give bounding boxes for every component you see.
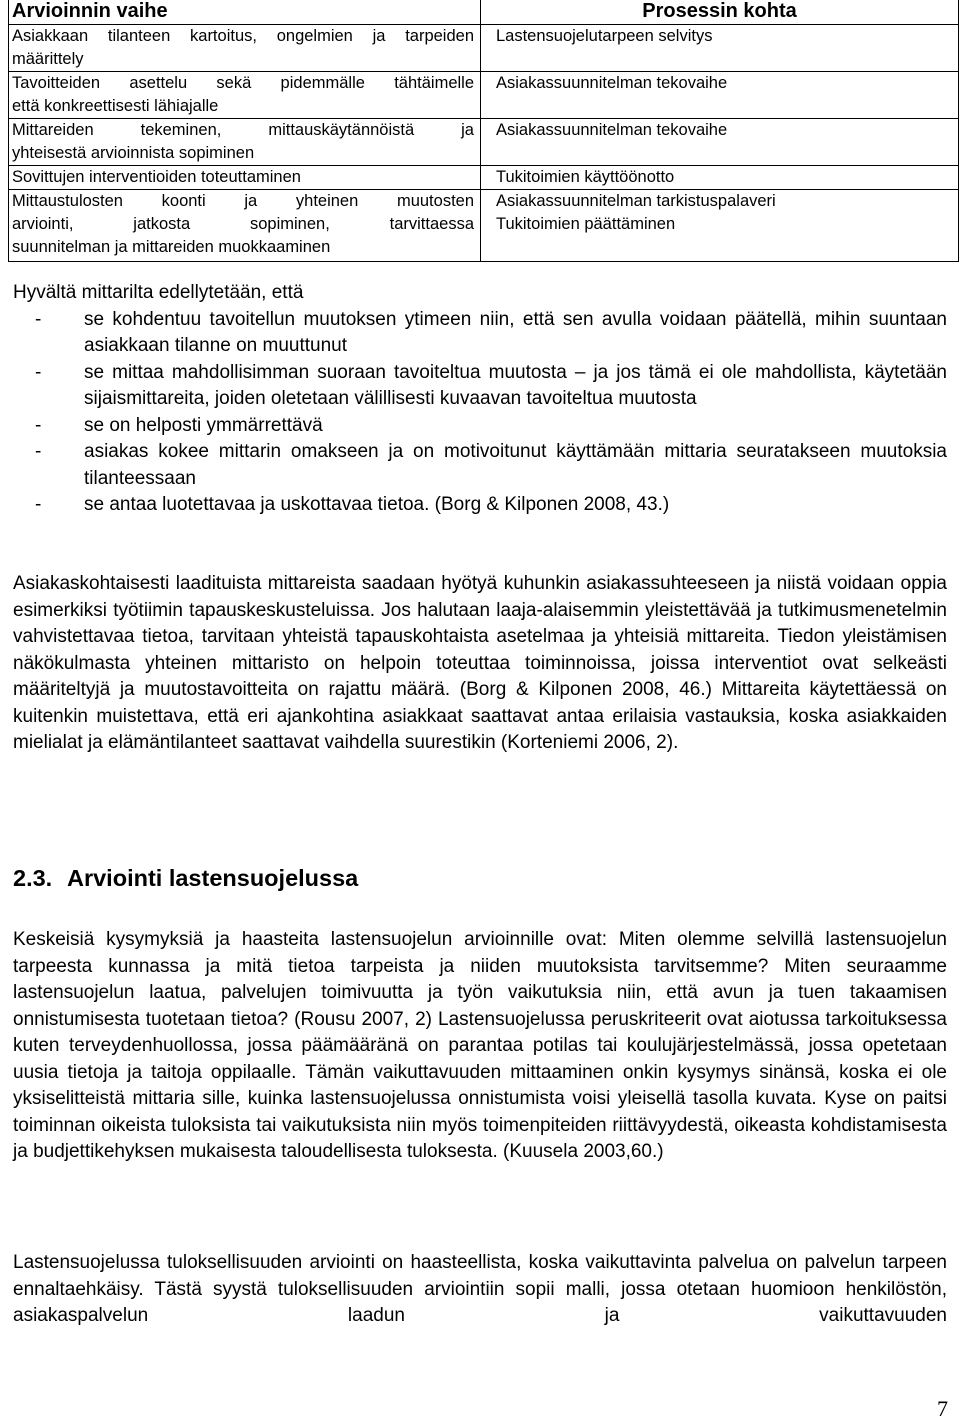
table-row (9, 166, 959, 190)
table-header-row (9, 0, 959, 25)
dash-bullet: - (35, 361, 42, 383)
list-item-text: se mittaa mahdollisimman suoraan tavoiteltua muutosta – ja jos tämä ei ole mahdollista, käytetään sijaismittareita, joiden oletetaan välillisesti kuvaavan tavoiteltua muutosta (84, 361, 947, 409)
process-cell (481, 25, 959, 72)
phase-line: Tavoitteiden asettelu sekä pidemmälle tähtäimelle (12, 74, 474, 92)
body-paragraph: Asiakaskohtaisesti laadituista mittareista saadaan hyötyä kuhunkin asiakassuhteeseen ja niistä voidaan oppia esimerkiksi työtiimin tapauskeskusteluissa. Jos halutaan laaja-alaisemmin yleistettävää ja tutkimusmenetelmin vahvistettavaa tietoa, tarvitaan yhteistä tapauskohtaista asetelmaa ja yhteisiä mittareita. Tiedon yleistämisen näkökulmasta yhteinen mittaristo on helpoin toteuttaa toiminnoissa, joissa interventiot ovat selkeästi määriteltyjä ja muutostavoitteita on rajattu määrä. (Borg & Kilponen 2008, 46.) Mittareita käytettäessä on kuitenkin muistettava, että eri ajankohtina asiakkaat saattavat antaa erilaisia vastauksia, koska asiakkaiden mielialat ja elämäntilanteet saattavat vaihdella suurestikin (Korteniemi 2006, 2). (13, 573, 947, 753)
page-number: 7 (937, 1396, 948, 1421)
table-row (9, 119, 959, 166)
criteria-list (13, 307, 947, 519)
list-item-text: se kohdentuu tavoitellun muutoksen ytimeen niin, että sen avulla voidaan päätellä, mihin suuntaan asiakkaan tilanne on muuttunut (84, 308, 947, 356)
process-cell (481, 166, 959, 190)
dash-bullet: - (35, 414, 42, 436)
phase-cell (9, 190, 481, 262)
phase-cell (9, 119, 481, 166)
table-row (9, 72, 959, 119)
table-header-phase: Arvioinnin vaihe (9, 0, 481, 25)
phase-line: suunnitelman ja mittareiden muokkaaminen (12, 238, 331, 256)
process-line: Asiakassuunnitelman tekovaihe (496, 74, 728, 92)
list-item-text: asiakas kokee mittarin omakseen ja on motivoitunut käyttämään mittaria seuratakseen muutoksia tilanteessaan (84, 441, 947, 489)
phase-line: Sovittujen interventioiden toteuttaminen (12, 168, 301, 186)
dash-bullet: - (35, 308, 42, 330)
process-cell (481, 190, 959, 262)
process-line: Tukitoimien käyttöönotto (496, 168, 675, 186)
body-paragraph: Lastensuojelussa tuloksellisuuden arviointi on haasteellista, koska vaikuttavinta palvelua on palvelun tarpeen ennaltaehkäisy. Tästä syystä tuloksellisuuden arviointiin sopii malli, jossa otetaan huomioon henkilöstön, asiakaspalvelun laadun ja vaikuttavuuden (13, 1252, 947, 1326)
list-item (13, 439, 947, 492)
table-row (9, 190, 959, 262)
phase-line: Mittareiden tekeminen, mittauskäytännöistä ja (12, 121, 474, 139)
process-line: Asiakassuunnitelman tekovaihe (496, 121, 728, 139)
list-item (13, 413, 947, 440)
criteria-section (13, 280, 947, 519)
table-row (9, 25, 959, 72)
table-header-process: Prosessin kohta (481, 0, 959, 25)
process-cell (481, 119, 959, 166)
phase-line: arviointi, jatkosta sopiminen, tarvittaessa (12, 215, 474, 233)
process-line: Tukitoimien päättäminen (496, 215, 676, 233)
list-item (13, 307, 947, 360)
dash-bullet: - (35, 441, 42, 462)
section-title: Arviointi lastensuojelussa (67, 865, 359, 891)
section-heading (13, 862, 358, 894)
criteria-intro: Hyvältä mittarilta edellytetään, että (13, 282, 304, 303)
list-item-text: se antaa luotettavaa ja uskottavaa tietoa. (Borg & Kilponen 2008, 43.) (84, 494, 670, 515)
process-line: Lastensuojelutarpeen selvitys (496, 27, 713, 45)
phase-cell (9, 72, 481, 119)
process-line: Asiakassuunnitelman tarkistuspalaveri (496, 192, 776, 210)
list-item-text: se on helposti ymmärrettävä (84, 414, 323, 436)
process-cell (481, 72, 959, 119)
dash-bullet: - (35, 494, 42, 515)
phase-cell (9, 166, 481, 190)
evaluation-process-table (8, 0, 959, 262)
list-item (13, 360, 947, 413)
list-item (13, 492, 947, 519)
phase-line: määrittely (12, 50, 84, 68)
phase-line: Mittaustulosten koonti ja yhteinen muutosten (12, 192, 474, 210)
body-paragraph: Keskeisiä kysymyksiä ja haasteita lastensuojelun arvioinnille ovat: Miten olemme selvillä lastensuojelun tarpeesta kunnassa ja mitä tietoa tarpeista ja niiden muutoksista tarvitsemme? Miten seuraamme lastensuojelun laatua, palvelujen toimivuutta ja työn vaikutuksia niin, että avun ja tuen takaamisen onnistumisesta tuotetaan tietoa? (Rousu 2007, 2) Lastensuojelussa peruskriteerit ovat aiotussa tarkoituksessa kuten terveydenhuollossa, jossa päämääränä on parantaa potilas tai koulujärjestelmässä, jossa opetetaan uusia tietoja ja taitoja oppilaalle. Tämän vaikuttavuuden mittaaminen onkin kysymys sinänsä, koska ei ole yksiselitteistä mittaria sille, kuinka lastensuojelussa onnistumista voisi yleisellä tasolla kuvata. Kyse on paitsi toiminnan oikeista tuloksista tai vaikutuksista niin myös toimenpiteiden riittävyydestä, oikeasta kohdistamisesta ja budjettikehyksen mukaisesta taloudellisesta tuloksesta. (Kuusela 2003,60.) (13, 929, 947, 1162)
phase-line: että konkreettisesti lähiajalle (12, 97, 219, 115)
section-number: 2.3. (13, 865, 53, 891)
phase-cell (9, 25, 481, 72)
phase-line: Asiakkaan tilanteen kartoitus, ongelmien ja tarpeiden (12, 27, 474, 45)
phase-line: yhteisestä arvioinnista sopiminen (12, 144, 255, 162)
